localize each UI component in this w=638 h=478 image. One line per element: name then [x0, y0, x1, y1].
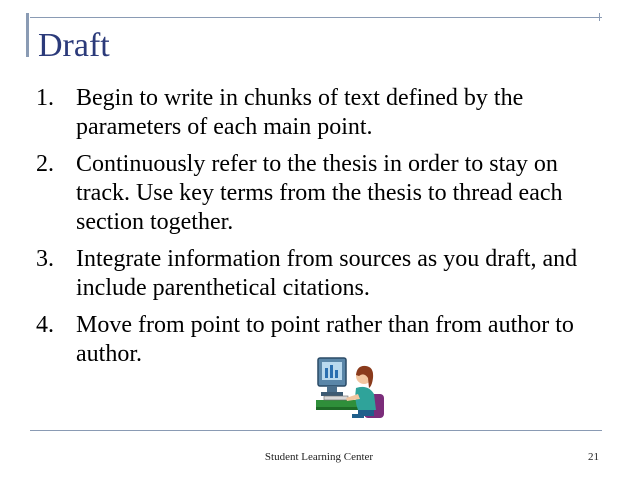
slide-title: Draft [38, 27, 110, 64]
list-item [36, 84, 596, 142]
bottom-rule [30, 430, 602, 431]
list-item-number: 4. [36, 312, 54, 338]
top-right-accent-tick [599, 13, 600, 21]
list-item [36, 245, 596, 303]
footer-organization: Student Learning Center [264, 451, 374, 463]
list-item-text: Begin to write in chunks of text defined by the parameters of each main point. [76, 85, 524, 140]
list-item-text: Continuously refer to the thesis in order to stay on track. Use key terms from the thesis to thread each section together. [76, 151, 563, 235]
list-item [36, 150, 596, 237]
top-rule [30, 17, 602, 18]
numbered-list [36, 84, 596, 377]
list-item-number: 3. [36, 246, 54, 272]
list-item-number: 2. [36, 151, 54, 177]
list-item-number: 1. [36, 85, 54, 111]
person-at-computer-icon [312, 348, 388, 424]
page-number: 21 [588, 451, 599, 463]
list-item-text: Move from point to point rather than from author to author. [76, 312, 574, 367]
top-left-accent-bar [26, 13, 29, 57]
list-item-text: Integrate information from sources as you draft, and include parenthetical citations. [76, 246, 578, 301]
